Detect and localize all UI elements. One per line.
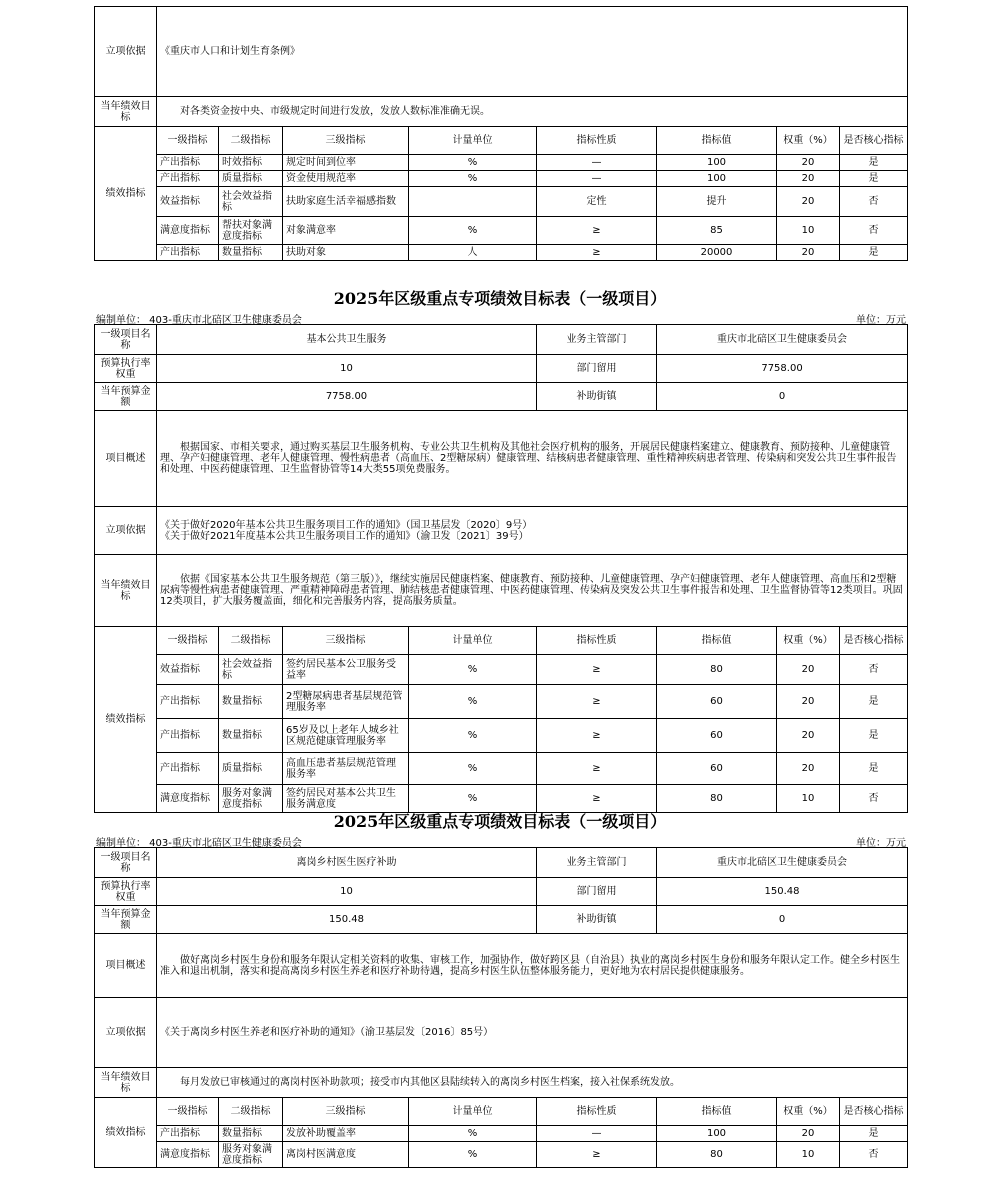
cell: % — [409, 719, 537, 753]
cell: 产出指标 — [157, 171, 219, 187]
cell: 80 — [657, 655, 777, 685]
header-cell: 一级指标 — [157, 127, 219, 155]
budget-value: 150.48 — [157, 906, 537, 934]
performance-goal: 对各类资金按中央、市级规定时间进行发放，发放人数标准准确无误。 — [157, 97, 908, 127]
cell: 10 — [777, 1142, 840, 1168]
header-cell: 指标性质 — [537, 1098, 657, 1126]
cell: 扶助家庭生活幸福感指数 — [283, 187, 409, 217]
cell: 否 — [840, 785, 908, 813]
cell: ≥ — [537, 685, 657, 719]
header-cell: 一级指标 — [157, 1098, 219, 1126]
cell: 资金使用规范率 — [283, 171, 409, 187]
cell: 对象满意率 — [283, 217, 409, 245]
project-basis: 《关于离岗乡村医生养老和医疗补助的通知》（渝卫基层发〔2016〕85号） — [157, 998, 908, 1068]
goal-label: 当年绩效目标 — [95, 1068, 157, 1098]
table-row — [95, 155, 908, 171]
cell: 帮扶对象满意度指标 — [219, 217, 283, 245]
cell: ≥ — [537, 1142, 657, 1168]
cell: 2型糖尿病患者基层规范管理服务率 — [283, 685, 409, 719]
cell: 是 — [840, 719, 908, 753]
goal-label: 当年绩效目标 — [95, 555, 157, 627]
retain-label: 部门留用 — [537, 878, 657, 906]
dept-label: 业务主管部门 — [537, 325, 657, 355]
table-row — [95, 1126, 908, 1142]
project-name-label: 一级项目名称 — [95, 848, 157, 878]
retain-value: 7758.00 — [657, 355, 908, 383]
cell: 是 — [840, 685, 908, 719]
header-cell: 指标值 — [657, 127, 777, 155]
cell: — — [537, 171, 657, 187]
project-basis — [157, 507, 908, 555]
cell: 质量指标 — [219, 171, 283, 187]
cell: 规定时间到位率 — [283, 155, 409, 171]
cell: 65岁及以上老年人城乡社区规范健康管理服务率 — [283, 719, 409, 753]
cell: 100 — [657, 155, 777, 171]
cell: 满意度指标 — [157, 1142, 219, 1168]
weight-value: 10 — [157, 878, 537, 906]
goal-label: 当年绩效目标 — [95, 97, 157, 127]
cell: 20 — [777, 245, 840, 261]
cell: 效益指标 — [157, 655, 219, 685]
retain-value: 150.48 — [657, 878, 908, 906]
header-cell: 三级指标 — [283, 627, 409, 655]
cell: 是 — [840, 155, 908, 171]
header-cell: 是否核心指标 — [840, 627, 908, 655]
basis-label: 立项依据 — [95, 507, 157, 555]
cell: 60 — [657, 719, 777, 753]
project-basis: 《重庆市人口和计划生育条例》 — [157, 7, 908, 97]
subsidy-value: 0 — [657, 906, 908, 934]
cell: 是 — [840, 171, 908, 187]
header-cell: 二级指标 — [219, 127, 283, 155]
overview-label: 项目概述 — [95, 411, 157, 507]
perf-label: 绩效指标 — [95, 627, 157, 813]
cell: 产出指标 — [157, 719, 219, 753]
cell: 服务对象满意度指标 — [219, 1142, 283, 1168]
table-row — [95, 685, 908, 719]
cell: 产出指标 — [157, 155, 219, 171]
cell: 扶助对象 — [283, 245, 409, 261]
header-cell: 三级指标 — [283, 1098, 409, 1126]
cell: 数量指标 — [219, 245, 283, 261]
cell: — — [537, 155, 657, 171]
subsidy-label: 补助街镇 — [537, 383, 657, 411]
cell: 定性 — [537, 187, 657, 217]
cell: % — [409, 785, 537, 813]
cell: 10 — [777, 785, 840, 813]
project-overview: 做好离岗乡村医生身份和服务年限认定相关资料的收集、审核工作，加强协作，做好跨区县（自治县）执业的离岗乡村医生身份和服务年限认定工作。健全乡村医生准入和退出机制，落实和提高离岗乡村医生养老和医疗补助待遇，提高乡村医生队伍整体服务能力，更好地为农村居民提供健康服务。 — [157, 934, 908, 998]
header-cell: 二级指标 — [219, 1098, 283, 1126]
cell: 签约居民对基本公共卫生服务满意度 — [283, 785, 409, 813]
cell: 否 — [840, 187, 908, 217]
cell: 80 — [657, 1142, 777, 1168]
cell: ≥ — [537, 245, 657, 261]
cell: 产出指标 — [157, 1126, 219, 1142]
cell: 60 — [657, 753, 777, 785]
currency-unit: 单位：万元 — [856, 315, 906, 326]
cell: 20 — [777, 655, 840, 685]
cell: 离岗村医满意度 — [283, 1142, 409, 1168]
performance-goal: 依据《国家基本公共卫生服务规范（第三版）》，继续实施居民健康档案、健康教育、预防接种、儿童健康管理、孕产妇健康管理、老年人健康管理、高血压和2型糖尿病等慢性病患者健康管理、严重精神障碍患者管理、肺结核患者健康管理、中医药健康管理、传染病及突发公共卫生事件报告和处理、卫生监督协管等12类项目。巩固12类项目，扩大服务覆盖面，细化和完善服务内容，提高服务质量。 — [157, 555, 908, 627]
cell: — — [537, 1126, 657, 1142]
table-row — [95, 171, 908, 187]
cell: 20 — [777, 187, 840, 217]
cell: 10 — [777, 217, 840, 245]
cell: ≥ — [537, 753, 657, 785]
cell: 是 — [840, 245, 908, 261]
cell: 20 — [777, 155, 840, 171]
cell: 是 — [840, 753, 908, 785]
table-row — [95, 719, 908, 753]
header-cell: 权重（%） — [777, 127, 840, 155]
cell: 否 — [840, 217, 908, 245]
overview-label: 项目概述 — [95, 934, 157, 998]
cell: 80 — [657, 785, 777, 813]
header-cell: 指标值 — [657, 1098, 777, 1126]
cell: 否 — [840, 655, 908, 685]
header-cell: 二级指标 — [219, 627, 283, 655]
performance-goal: 每月发放已审核通过的离岗村医补助款项；接受市内其他区县陆续转入的离岗乡村医生档案，接入社保系统发放。 — [157, 1068, 908, 1098]
table-row — [95, 217, 908, 245]
cell — [409, 187, 537, 217]
dept-value: 重庆市北碚区卫生健康委员会 — [657, 325, 908, 355]
cell: 社会效益指标 — [219, 655, 283, 685]
cell: 满意度指标 — [157, 217, 219, 245]
cell: 签约居民基本公卫服务受益率 — [283, 655, 409, 685]
cell: % — [409, 1126, 537, 1142]
subsidy-value: 0 — [657, 383, 908, 411]
header-cell: 计量单位 — [409, 627, 537, 655]
header-cell: 权重（%） — [777, 627, 840, 655]
header-cell: 是否核心指标 — [840, 127, 908, 155]
cell: % — [409, 217, 537, 245]
basis-label: 立项依据 — [95, 7, 157, 97]
section2-title: 2025年区级重点专项绩效目标表（一级项目） — [333, 812, 667, 831]
cell: 数量指标 — [219, 719, 283, 753]
basis-line: 《关于做好2021年度基本公共卫生服务项目工作的通知》（渝卫发〔2021〕39号） — [160, 530, 529, 542]
cell: 发放补助覆盖率 — [283, 1126, 409, 1142]
cell: 产出指标 — [157, 753, 219, 785]
cell: 质量指标 — [219, 753, 283, 785]
project-name-label: 一级项目名称 — [95, 325, 157, 355]
header-cell: 计量单位 — [409, 127, 537, 155]
basis-label: 立项依据 — [95, 998, 157, 1068]
cell: 20 — [777, 1126, 840, 1142]
section1-table — [94, 324, 908, 813]
cell: 20 — [777, 685, 840, 719]
cell: 20 — [777, 753, 840, 785]
cell: % — [409, 155, 537, 171]
cell: 提升 — [657, 187, 777, 217]
table-row — [95, 187, 908, 217]
cell: 时效指标 — [219, 155, 283, 171]
cell: 满意度指标 — [157, 785, 219, 813]
cell: 否 — [840, 1142, 908, 1168]
weight-value: 10 — [157, 355, 537, 383]
cell: 社会效益指标 — [219, 187, 283, 217]
cell: 数量指标 — [219, 1126, 283, 1142]
cell: 100 — [657, 1126, 777, 1142]
cell: 60 — [657, 685, 777, 719]
header-cell: 权重（%） — [777, 1098, 840, 1126]
weight-label: 预算执行率权重 — [95, 878, 157, 906]
budget-label: 当年预算金额 — [95, 906, 157, 934]
header-cell: 三级指标 — [283, 127, 409, 155]
table-row — [95, 245, 908, 261]
dept-value: 重庆市北碚区卫生健康委员会 — [657, 848, 908, 878]
currency-unit: 单位：万元 — [856, 838, 906, 849]
header-cell: 指标性质 — [537, 127, 657, 155]
cell: 20000 — [657, 245, 777, 261]
cell: % — [409, 753, 537, 785]
cell: ≥ — [537, 217, 657, 245]
project-name: 离岗乡村医生医疗补助 — [157, 848, 537, 878]
cell: ≥ — [537, 719, 657, 753]
cell: 85 — [657, 217, 777, 245]
cell: 数量指标 — [219, 685, 283, 719]
subsidy-label: 补助街镇 — [537, 906, 657, 934]
compiling-unit: 编制单位： 403-重庆市北碚区卫生健康委员会 — [96, 315, 302, 326]
cell: 人 — [409, 245, 537, 261]
cell: 高血压患者基层规范管理服务率 — [283, 753, 409, 785]
perf-label: 绩效指标 — [95, 127, 157, 261]
cell: 是 — [840, 1126, 908, 1142]
cell: 20 — [777, 719, 840, 753]
weight-label: 预算执行率权重 — [95, 355, 157, 383]
cell: 100 — [657, 171, 777, 187]
table-row — [95, 1142, 908, 1168]
header-cell: 一级指标 — [157, 627, 219, 655]
dept-label: 业务主管部门 — [537, 848, 657, 878]
project-overview: 根据国家、市相关要求，通过购买基层卫生服务机构、专业公共卫生机构及其他社会医疗机构的服务，开展居民健康档案建立、健康教育、预防接种、儿童健康管理、孕产妇健康管理、老年人健康管理、慢性病患者（高血压、2型糖尿病）健康管理、结核病患者健康管理、重性精神疾病患者管理、传染病和突发公共卫生事件报告和处理、中医药健康管理、卫生监督协管等14大类55项免费服务。 — [157, 411, 908, 507]
cell: ≥ — [537, 785, 657, 813]
budget-label: 当年预算金额 — [95, 383, 157, 411]
cell: % — [409, 685, 537, 719]
header-cell: 指标性质 — [537, 627, 657, 655]
cell: 效益指标 — [157, 187, 219, 217]
compiling-unit: 编制单位： 403-重庆市北碚区卫生健康委员会 — [96, 838, 302, 849]
table-row — [95, 655, 908, 685]
cell: % — [409, 655, 537, 685]
cell: % — [409, 171, 537, 187]
basis-line: 《关于做好2020年基本公共卫生服务项目工作的通知》（国卫基层发〔2020〕9号） — [160, 519, 533, 531]
cell: 产出指标 — [157, 685, 219, 719]
cell: 20 — [777, 171, 840, 187]
table-row — [95, 753, 908, 785]
project-name: 基本公共卫生服务 — [157, 325, 537, 355]
cell: 服务对象满意度指标 — [219, 785, 283, 813]
cell: % — [409, 1142, 537, 1168]
perf-label: 绩效指标 — [95, 1098, 157, 1168]
cell: ≥ — [537, 655, 657, 685]
header-cell: 指标值 — [657, 627, 777, 655]
section0-table — [94, 6, 908, 261]
header-cell: 是否核心指标 — [840, 1098, 908, 1126]
retain-label: 部门留用 — [537, 355, 657, 383]
cell: 产出指标 — [157, 245, 219, 261]
header-cell: 计量单位 — [409, 1098, 537, 1126]
section2-table — [94, 847, 908, 1168]
budget-value: 7758.00 — [157, 383, 537, 411]
section1-title: 2025年区级重点专项绩效目标表（一级项目） — [333, 289, 667, 308]
